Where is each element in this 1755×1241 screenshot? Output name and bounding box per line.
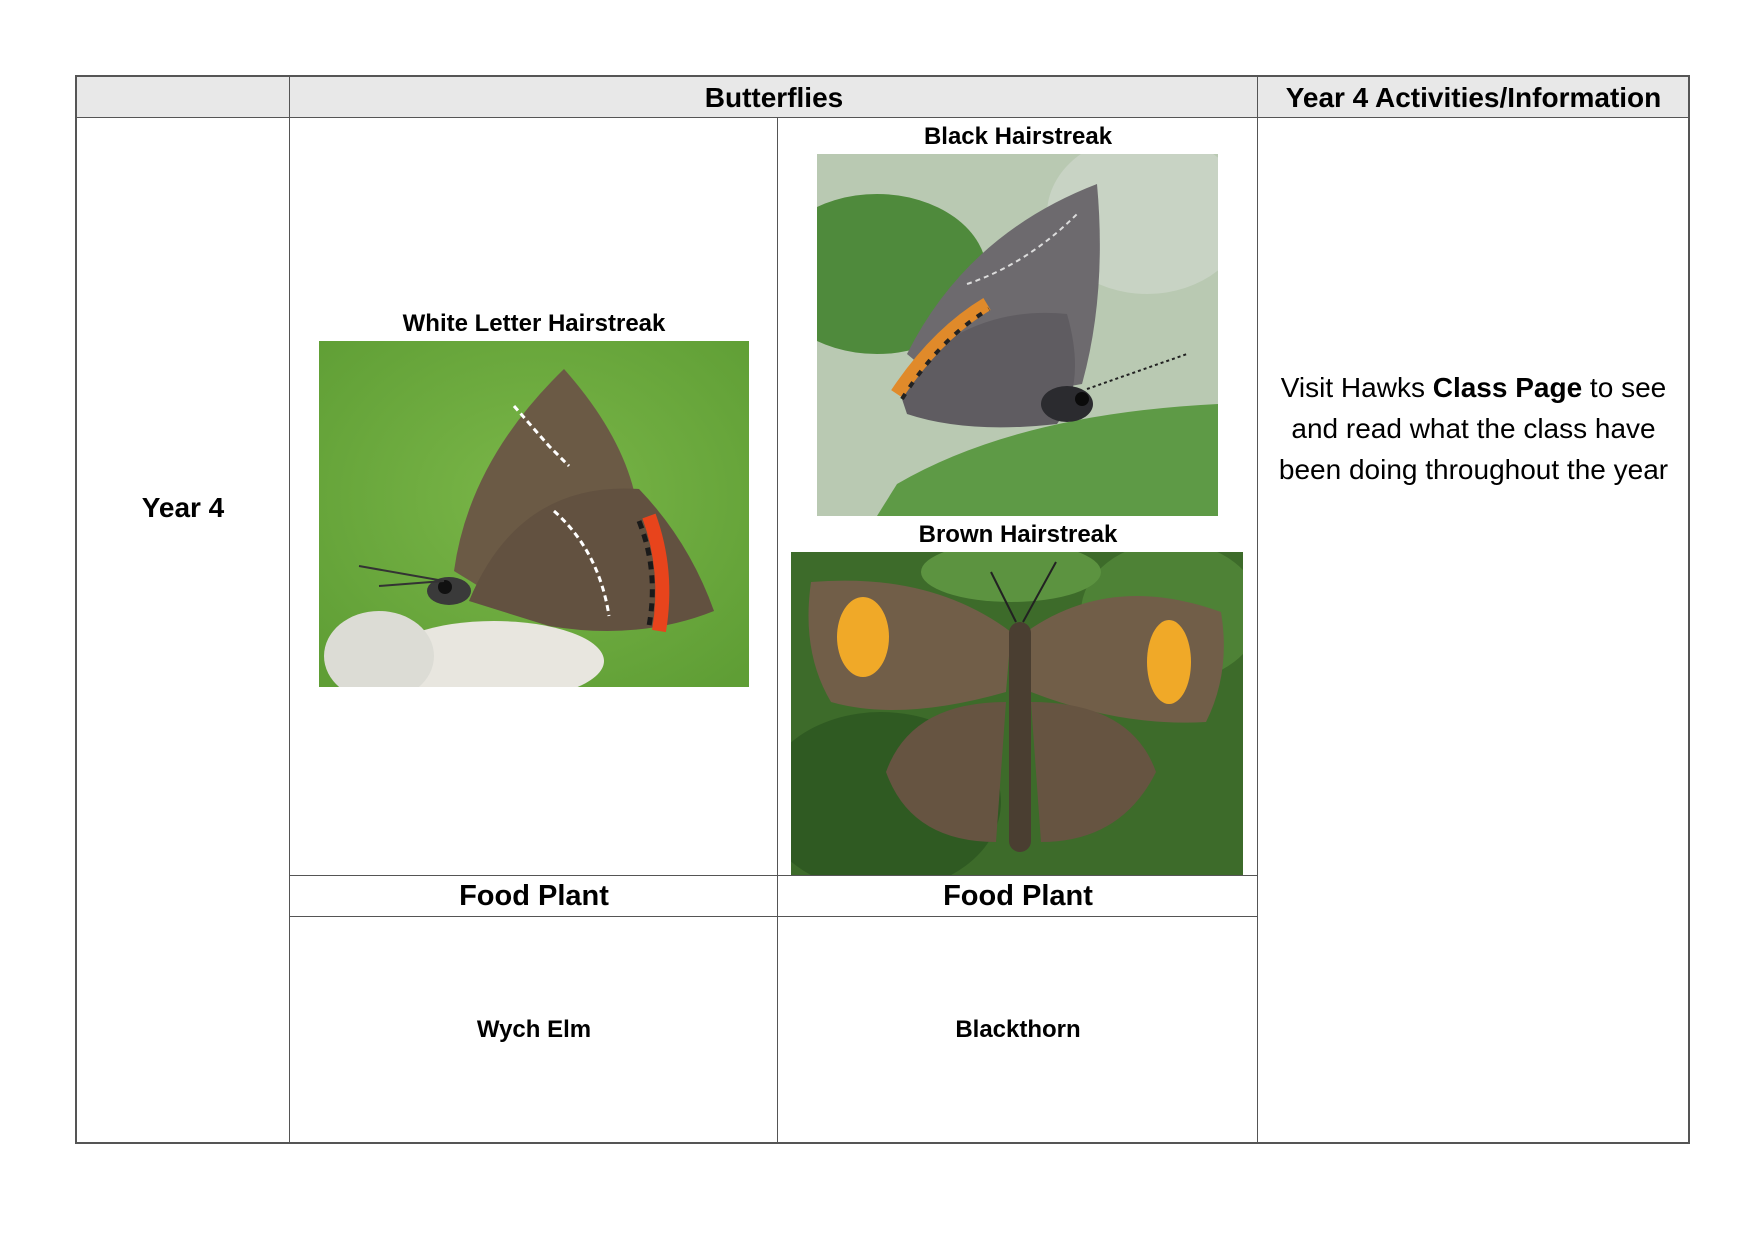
butterfly-name-black: Black Hairstreak xyxy=(923,123,1113,150)
column-divider-3 xyxy=(1257,75,1258,1144)
header-cell-empty xyxy=(76,76,290,117)
column-divider-1 xyxy=(289,75,290,1144)
food-plant-top-divider xyxy=(289,875,1258,876)
class-page-link: Class Page xyxy=(1432,372,1583,403)
table-border-right xyxy=(1688,75,1690,1144)
row-label-year-4: Year 4 xyxy=(141,492,225,523)
table-border-top xyxy=(75,75,1690,77)
header-activities: Year 4 Activities/Information xyxy=(1285,82,1662,113)
activities-text-part2: to see and read what the class have been doing throughout the year xyxy=(1278,372,1669,485)
table-border-bottom xyxy=(75,1142,1690,1144)
column-divider-2 xyxy=(777,117,778,1144)
food-plant-bottom-divider xyxy=(289,916,1258,917)
table-border-left xyxy=(75,75,77,1144)
food-plant-value-right: Blackthorn xyxy=(955,1016,1081,1043)
white-letter-hairstreak-photo xyxy=(319,341,749,687)
food-plant-value-left: Wych Elm xyxy=(476,1016,592,1043)
food-plant-header-right: Food Plant xyxy=(943,880,1093,912)
butterfly-name-brown: Brown Hairstreak xyxy=(918,521,1118,548)
activities-text-part1: Visit Hawks xyxy=(1280,372,1433,403)
header-butterflies: Butterflies xyxy=(704,82,844,113)
brown-hairstreak-photo xyxy=(791,552,1243,875)
black-hairstreak-photo xyxy=(817,154,1218,516)
butterfly-name-white-letter: White Letter Hairstreak xyxy=(402,310,666,337)
food-plant-header-left: Food Plant xyxy=(459,880,609,912)
activities-text xyxy=(1266,367,1681,490)
header-row-divider xyxy=(75,117,1690,118)
